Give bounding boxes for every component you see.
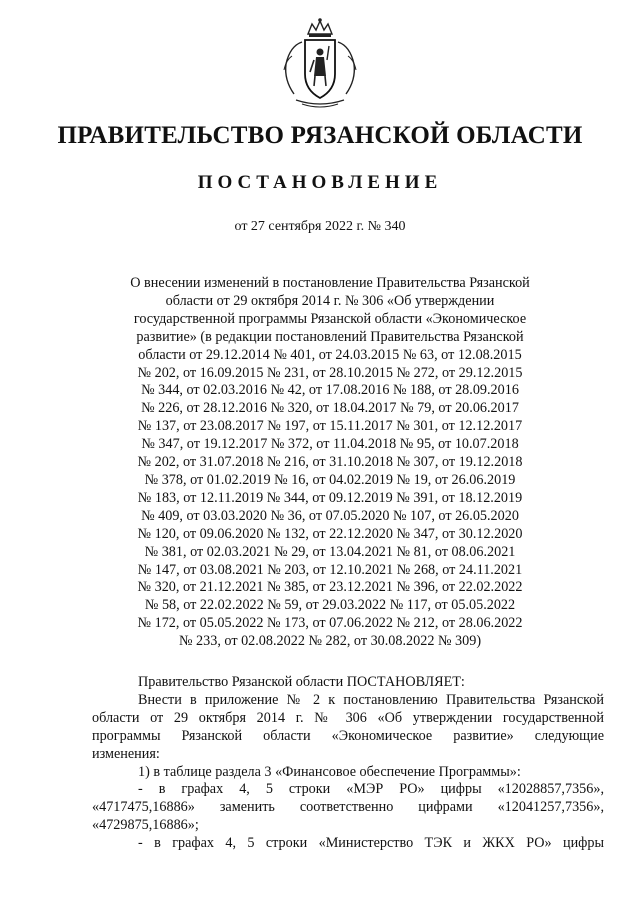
subject-line: О внесении изменений в постановление Правительства Рязанской <box>130 275 530 291</box>
list-item: 1) в таблице раздела 3 «Финансовое обеспечение Программы»: <box>138 763 521 780</box>
resolution-statement: Правительство Рязанской области ПОСТАНОВЛЯЕТ: <box>138 674 465 690</box>
body-line: области от 29 октября 2014 г. № 306 «Об утверждении государственной <box>92 709 604 726</box>
subject-line: № 344, от 02.03.2016 № 42, от 17.08.2016 № 188, от 28.09.2016 <box>141 382 519 399</box>
document-body <box>92 674 604 853</box>
document-type: ПОСТАНОВЛЕНИЕ <box>197 172 443 193</box>
body-line: «4717475,16886» заменить соответственно цифрами «12041257,7356», <box>92 799 604 816</box>
subject-line: № 58, от 22.02.2022 № 59, от 29.03.2022 № 117, от 05.05.2022 <box>144 597 516 614</box>
subject-line: № 233, от 02.08.2022 № 282, от 30.08.2022 № 309) <box>178 633 482 650</box>
body-line: изменения: <box>92 745 160 762</box>
subject-line: № 378, от 01.02.2019 № 16, от 04.02.2019 № 19, от 26.06.2019 <box>144 471 516 488</box>
body-line: программы Рязанской области «Экономическое развитие» следующие <box>92 727 604 744</box>
document-date-number: от 27 сентября 2022 г. № 340 <box>234 219 406 234</box>
subject-line: № 226, от 28.12.2016 № 320, от 18.04.2017 № 79, от 20.06.2017 <box>141 400 519 417</box>
subject-line: № 320, от 21.12.2021 № 385, от 23.12.2021 № 396, от 22.02.2022 <box>137 579 523 596</box>
subject-line: № 147, от 03.08.2021 № 203, от 12.10.2021 № 268, от 24.11.2021 <box>137 561 523 578</box>
coat-of-arms-icon <box>272 16 368 112</box>
body-line: - в графах 4, 5 строки «Министерство ТЭК и ЖКХ РО» цифры <box>138 835 604 852</box>
subject-line: № 202, от 16.09.2015 № 231, от 28.10.2015 № 272, от 29.12.2015 <box>137 364 523 381</box>
subject-line: области от 29.12.2014 № 401, от 24.03.2015 № 63, от 12.08.2015 <box>138 346 522 363</box>
subject-line: № 120, от 09.06.2020 № 132, от 22.12.2020 № 347, от 30.12.2020 <box>137 525 523 542</box>
government-title: ПРАВИТЕЛЬСТВО РЯЗАНСКОЙ ОБЛАСТИ <box>57 122 583 149</box>
subject-line: № 381, от 02.03.2021 № 29, от 13.04.2021 № 81, от 08.06.2021 <box>144 543 516 560</box>
body-line: Внести в приложение № 2 к постановлению Правительства Рязанской <box>138 691 604 708</box>
subject-line: развитие» (в редакции постановлений Правительства Рязанской <box>136 328 524 345</box>
subject-line: № 137, от 23.08.2017 № 197, от 15.11.2017 № 301, от 12.12.2017 <box>137 418 523 435</box>
subject-line: государственной программы Рязанской области «Экономическое <box>133 310 527 327</box>
document-subject <box>100 275 560 651</box>
subject-line: № 409, от 03.03.2020 № 36, от 07.05.2020 № 107, от 26.05.2020 <box>141 507 519 524</box>
body-line: «4729875,16886»; <box>92 817 199 834</box>
body-line: - в графах 4, 5 строки «МЭР РО» цифры «12028857,7356», <box>138 781 604 798</box>
subject-line: № 347, от 19.12.2017 № 372, от 11.04.2018 № 95, от 10.07.2018 <box>141 436 519 453</box>
subject-line: № 183, от 12.11.2019 № 344, от 09.12.2019 № 391, от 18.12.2019 <box>137 489 523 506</box>
subject-line: № 172, от 05.05.2022 № 173, от 07.06.2022 № 212, от 28.06.2022 <box>137 615 523 632</box>
subject-line: № 202, от 31.07.2018 № 216, от 31.10.2018 № 307, от 19.12.2018 <box>137 454 523 471</box>
subject-line: области от 29 октября 2014 г. № 306 «Об утверждении <box>165 292 495 309</box>
